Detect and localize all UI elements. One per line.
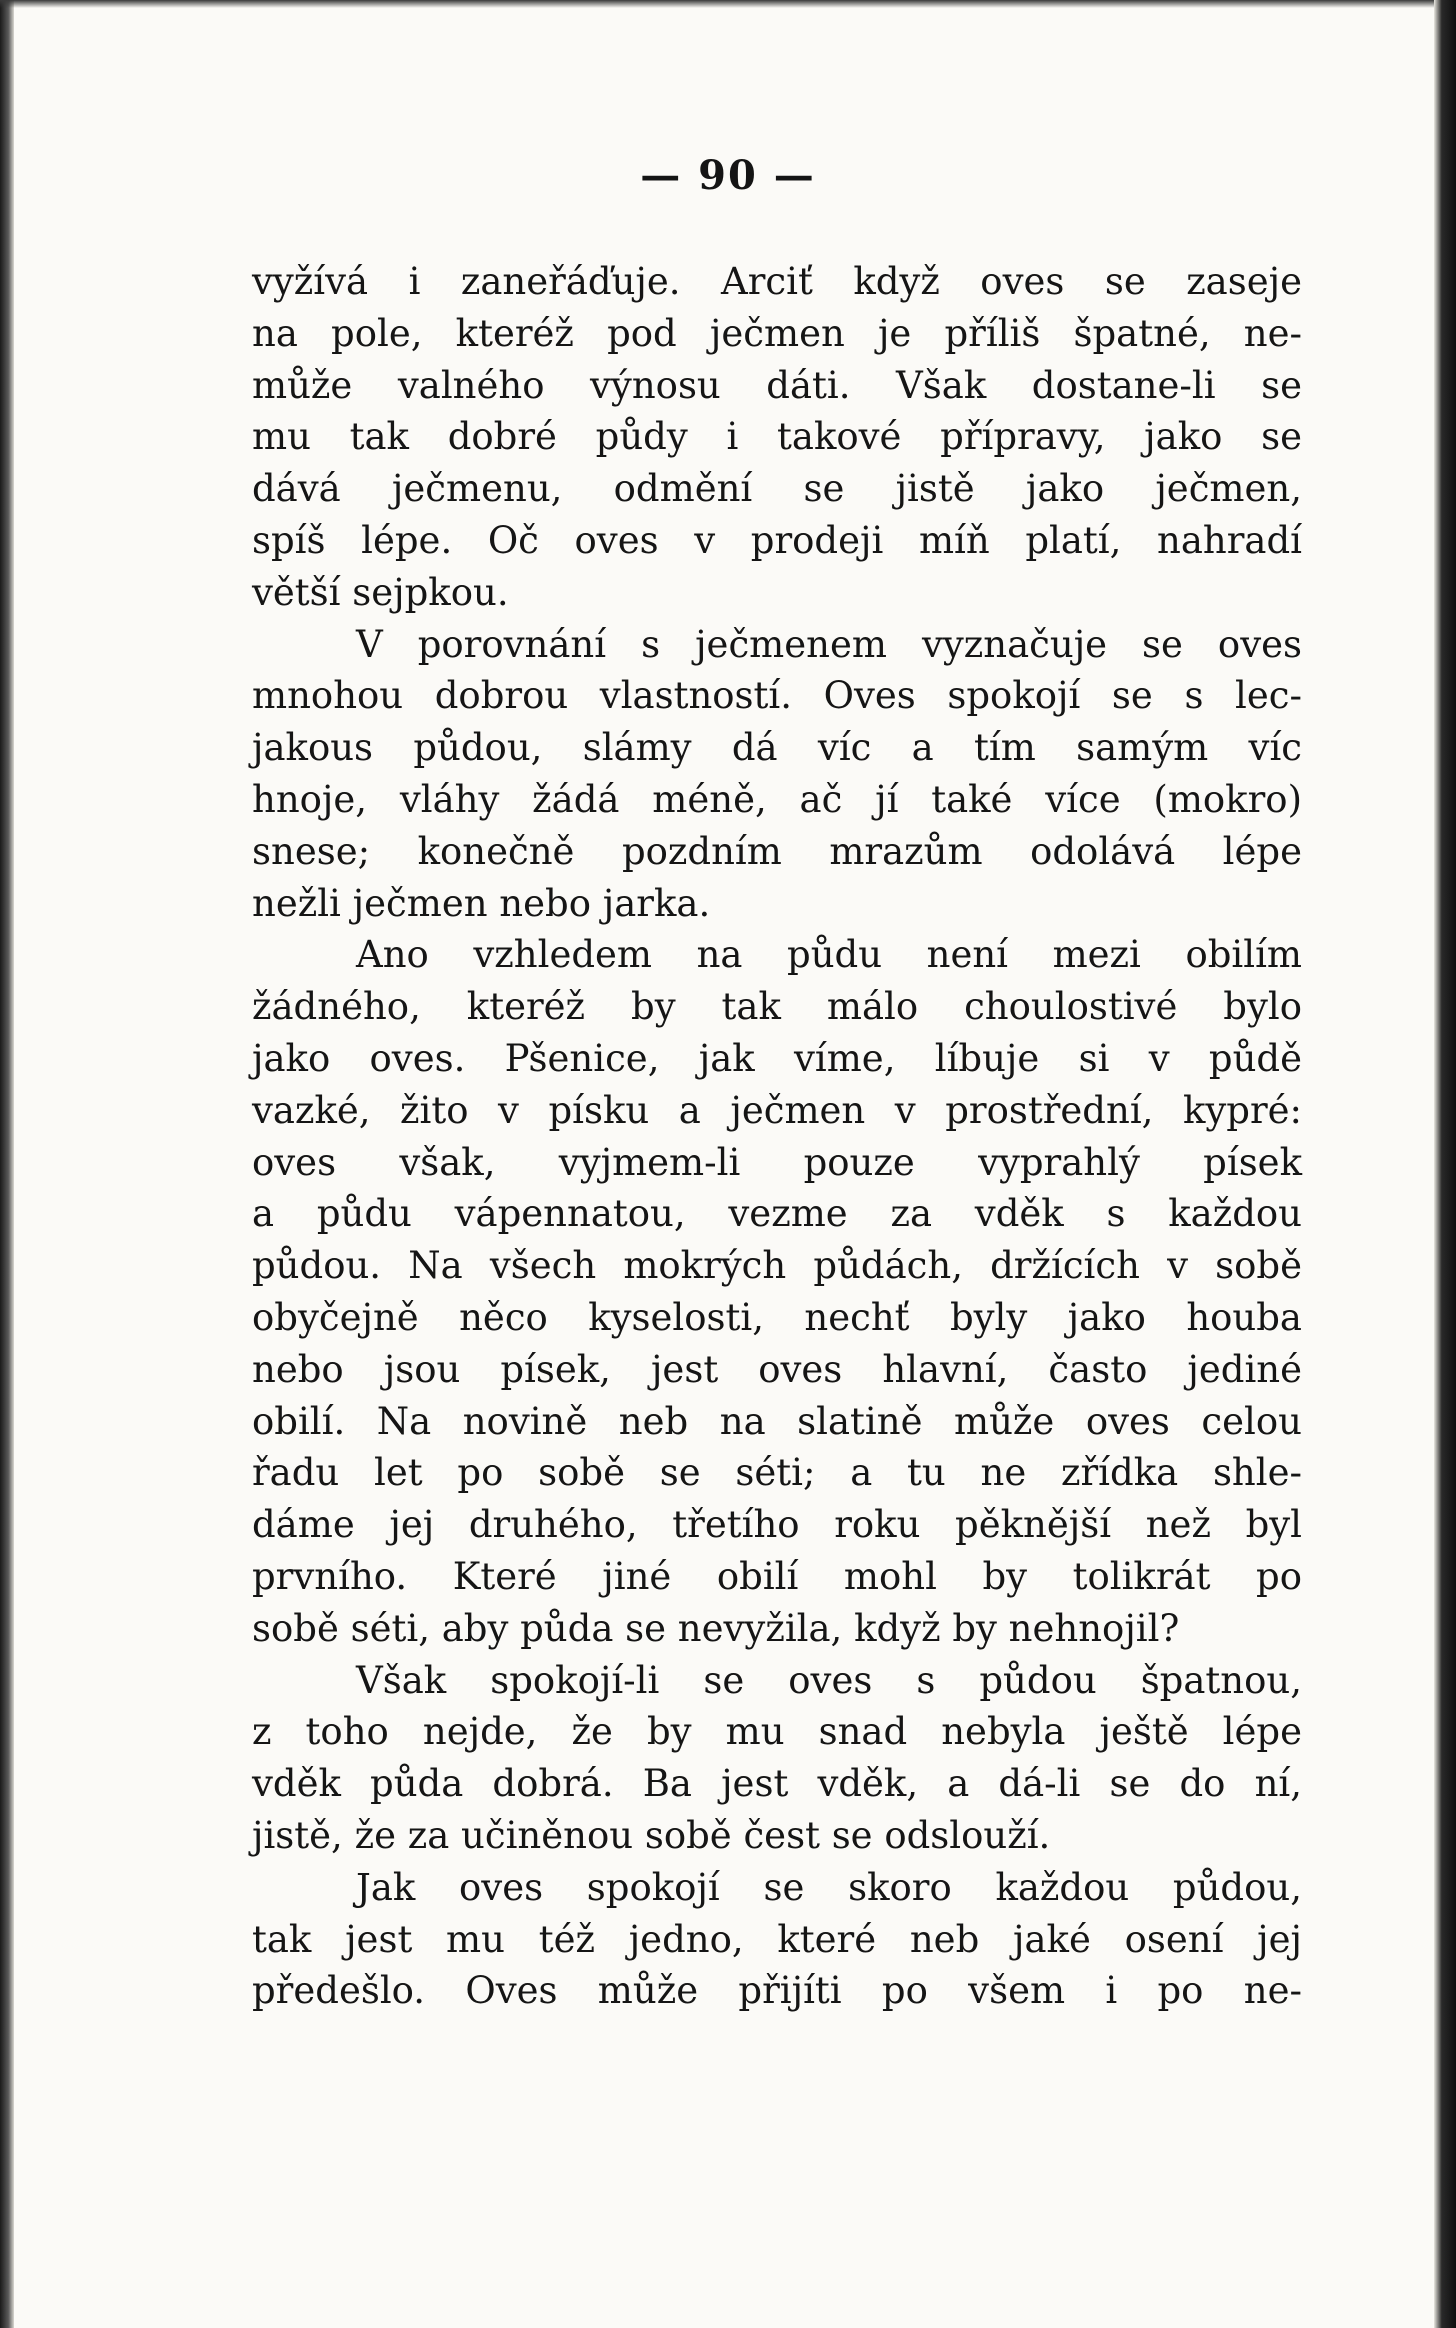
page-left-edge-shadow [0,0,14,2328]
text-line: mu tak dobré půdy i takové přípravy, jako se [252,415,1302,459]
text-line: předešlo. Oves může přijíti po všem i po ne- [252,1969,1302,2013]
text-line: mnohou dobrou vlastností. Oves spokojí se s lec- [252,674,1302,718]
text-line: může valného výnosu dáti. Však dostane-li se [252,363,1302,407]
text-line: jako oves. Pšenice, jak víme, líbuje si v půdě [252,1036,1302,1080]
text-line: jakous půdou, slámy dá víc a tím samým víc [252,726,1302,770]
text-line: a půdu vápennatou, vezme za vděk s každou [252,1192,1302,1236]
text-line: nežli ječmen nebo jarka. [252,881,711,925]
text-line: nebo jsou písek, jest oves hlavní, často jediné [252,1347,1302,1391]
text-line: obyčejně něco kyselosti, nechť byly jako houba [252,1295,1302,1339]
text-line: řadu let po sobě se séti; a tu ne zřídka shle- [252,1451,1302,1495]
page-right-edge-shadow [1434,0,1456,2328]
text-line: dává ječmenu, odmění se jistě jako ječmen, [252,467,1302,511]
text-line: půdou. Na všech mokrých půdách, držících v sobě [252,1244,1302,1288]
text-line: Však spokojí-li se oves s půdou špatnou, [356,1658,1302,1702]
text-line: obilí. Na novině neb na slatině může oves celou [252,1399,1302,1443]
text-line: oves však, vyjmem-li pouze vyprahlý písek [252,1140,1302,1184]
text-line: Ano vzhledem na půdu není mezi obilím [356,933,1302,977]
text-line: V porovnání s ječmenem vyznačuje se oves [356,622,1302,666]
text-line: jistě, že za učiněnou sobě čest se odslouží. [252,1813,1051,1857]
text-line: větší sejpkou. [252,570,509,614]
text-line: hnoje, vláhy žádá méně, ač jí také více (mokro) [252,777,1302,821]
text-line: spíš lépe. Oč oves v prodeji míň platí, nahradí [252,518,1302,562]
text-line: prvního. Které jiné obilí mohl by tolikrát po [252,1554,1302,1598]
text-line: dáme jej druhého, třetího roku pěknější než byl [252,1503,1302,1547]
page-top-edge-shadow [0,0,1456,8]
text-line: vděk půda dobrá. Ba jest vděk, a dá-li se do ní, [252,1762,1302,1806]
text-line: Jak oves spokojí se skoro každou půdou, [356,1865,1302,1909]
text-line: vazké, žito v písku a ječmen v prostřední, kypré: [252,1088,1302,1132]
text-line: snese; konečně pozdním mrazům odolává lépe [252,829,1302,873]
text-line: žádného, kteréž by tak málo choulostivé bylo [252,985,1302,1029]
body-text [252,256,1302,2017]
text-line: z toho nejde, že by mu snad nebyla ještě lépe [252,1710,1302,1754]
text-line: na pole, kteréž pod ječmen je příliš špatné, ne- [252,311,1302,355]
text-line: sobě séti, aby půda se nevyžila, když by nehnojil? [252,1606,1180,1650]
text-line: tak jest mu též jedno, které neb jaké osení jej [252,1917,1302,1961]
text-line: vyžívá i zaneřáďuje. Arciť když oves se zaseje [252,260,1302,303]
page-number-header: — 90 — [640,152,816,199]
